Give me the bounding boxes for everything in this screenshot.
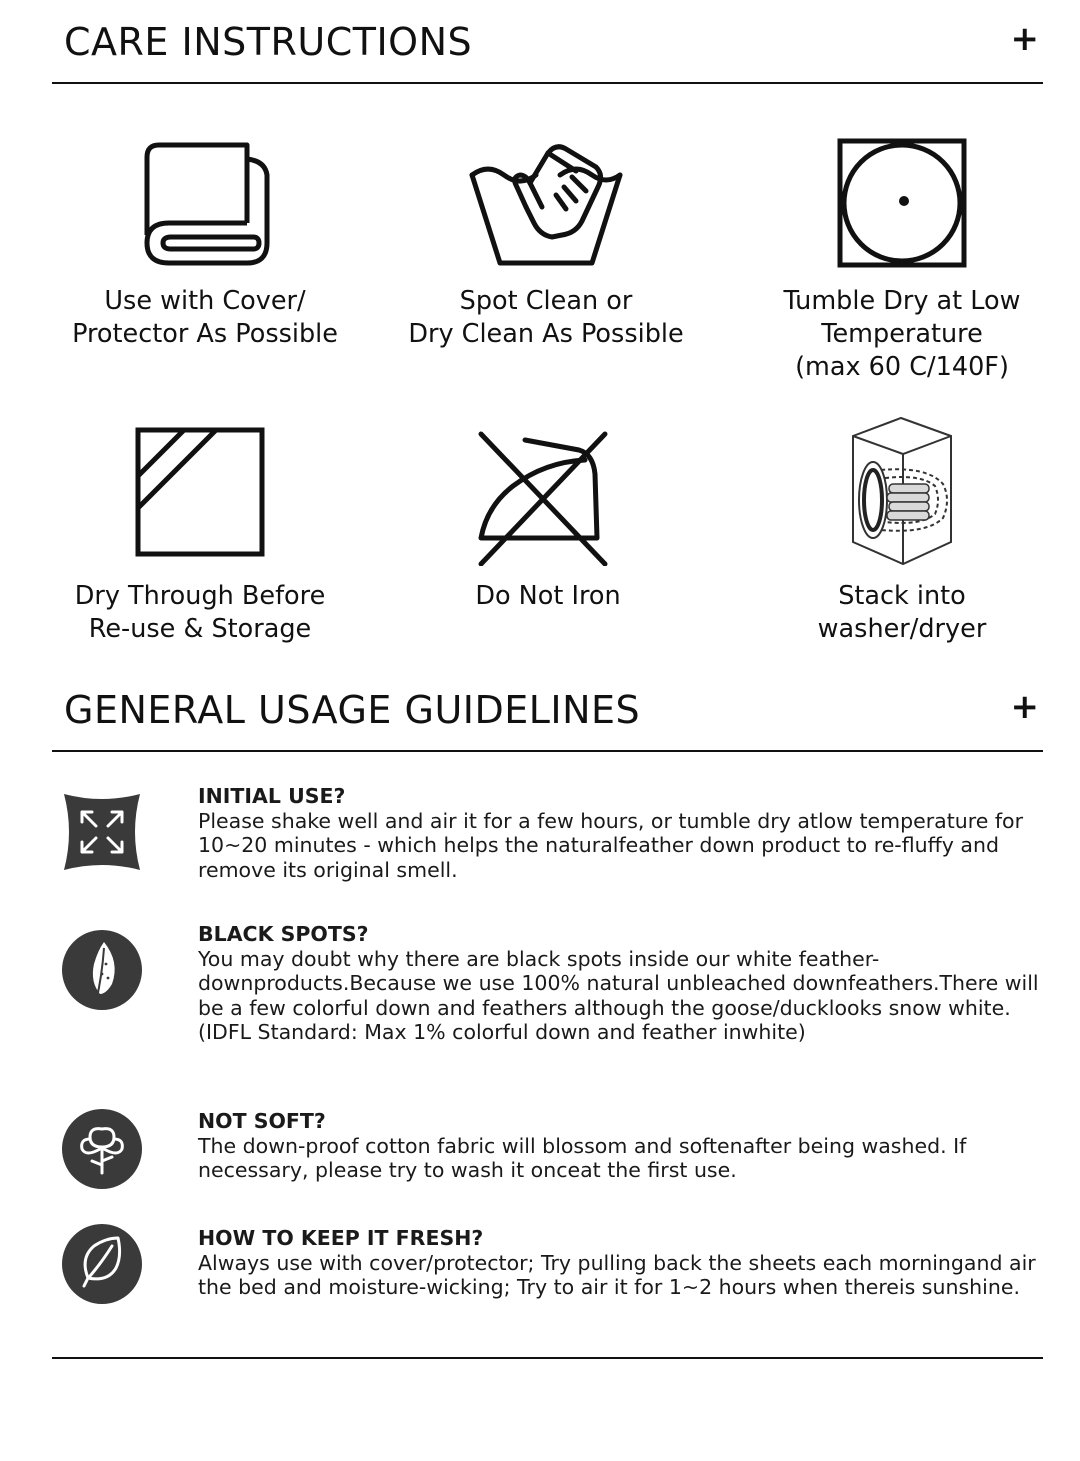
guideline-text (198, 922, 1048, 1045)
guideline-title: BLACK SPOTS? (198, 922, 369, 946)
bottom-divider (52, 1357, 1043, 1359)
dry-flat-shade-icon (130, 424, 270, 564)
guideline-body: You may doubt why there are black spots inside our white feather-downproducts.Because we use 100% natural unbleached downfeathers.There will be a few colorful down and feathers although the goose/ducklooks snow white.(IDFL Standard: Max 1% colorful down and feather inwhite) (198, 946, 1039, 1044)
section-title: GENERAL USAGE GUIDELINES (64, 688, 641, 732)
washer-dryer-icon (837, 414, 967, 574)
guideline-body: Always use with cover/protector; Try pulling back the sheets each morningand air the bed and moisture-wicking; Try to air it for 1~2 hours when thereis sunshine. (198, 1250, 1036, 1299)
guideline-text (198, 1226, 1048, 1300)
guideline-body: Please shake well and air it for a few hours, or tumble dry atlow temperature for 10~20 minutes - which helps the naturalfeather down product to re-fluffy and remove its original smell. (198, 808, 1024, 882)
expand-toggle-icon[interactable]: + (1010, 687, 1039, 727)
section-title: CARE INSTRUCTIONS (64, 20, 473, 64)
cotton-flower-icon (60, 1107, 144, 1191)
care-label: Dry Through Before Re-use & Storage (74, 581, 326, 644)
care-instructions-header[interactable] (52, 0, 1043, 84)
care-label: Spot Clean or Dry Clean As Possible (408, 286, 684, 349)
guideline-title: HOW TO KEEP IT FRESH? (198, 1226, 484, 1250)
hand-wash-icon (466, 135, 626, 275)
guideline-text (198, 1109, 1048, 1183)
feather-icon (60, 928, 144, 1012)
leaf-icon (60, 1222, 144, 1306)
care-label: Stack into washer/dryer (817, 581, 987, 644)
care-label: Do Not Iron (475, 581, 621, 611)
blanket-fold-icon (135, 135, 275, 275)
do-not-iron-icon (473, 426, 623, 566)
usage-guidelines-header[interactable] (52, 668, 1043, 752)
care-label: Tumble Dry at Low Temperature (max 60 C/140F) (783, 286, 1021, 382)
guideline-text (198, 784, 1048, 882)
guideline-body: The down-proof cotton fabric will blossom and softenafter being washed. If necessary, please try to wash it onceat the first use. (198, 1133, 967, 1182)
guideline-title: INITIAL USE? (198, 784, 346, 808)
tumble-dry-low-icon (832, 135, 972, 275)
expand-arrows-icon (60, 790, 144, 874)
expand-toggle-icon[interactable]: + (1010, 19, 1039, 59)
care-label: Use with Cover/ Protector As Possible (72, 286, 338, 349)
guideline-title: NOT SOFT? (198, 1109, 326, 1133)
